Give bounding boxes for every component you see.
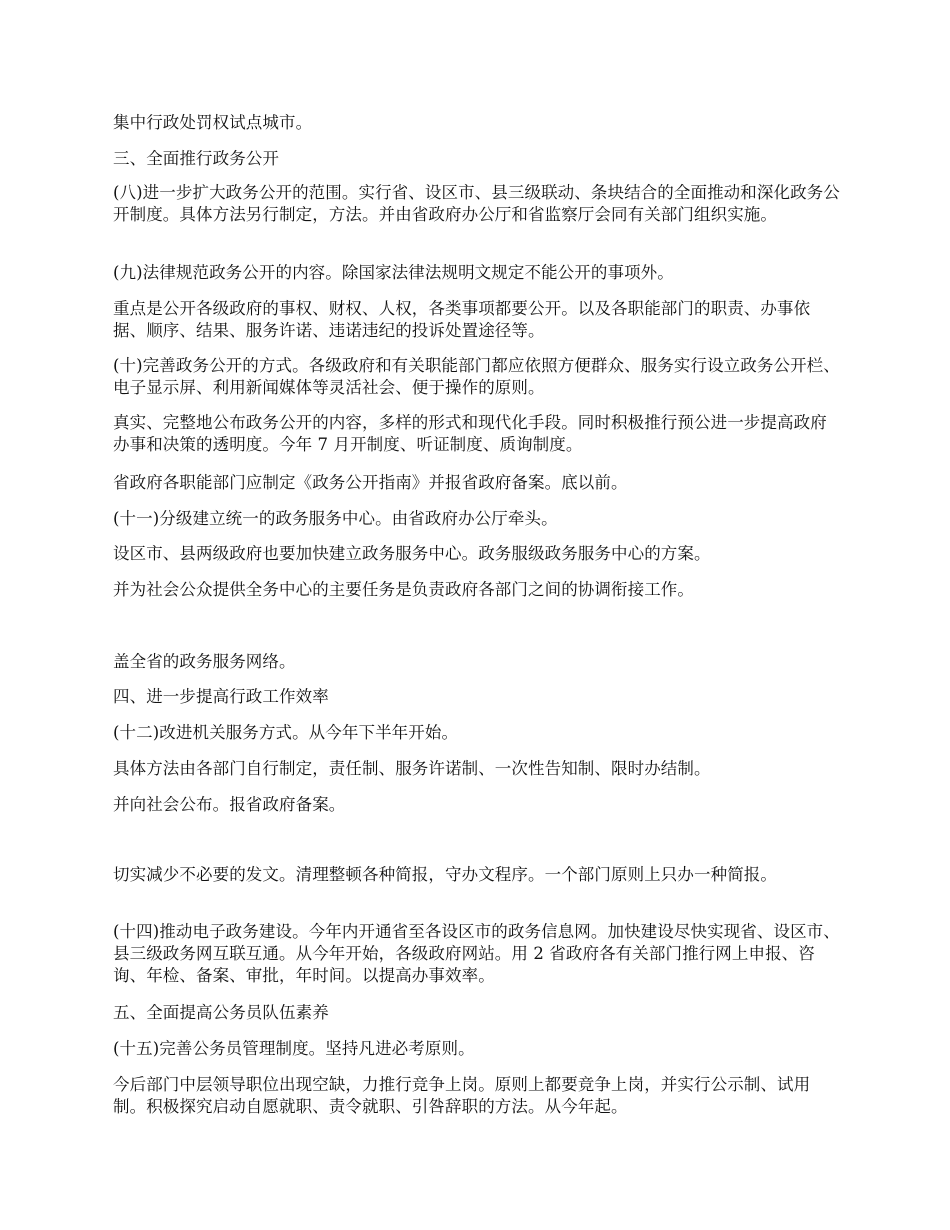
paragraph-12: (十二)改进机关服务方式。从今年下半年开始。: [113, 723, 459, 742]
paragraph-13: 切实减少不必要的发文。清理整顿各种简报，守办文程序。一个部门原则上只办一种简报。: [113, 865, 777, 884]
paragraph-guide: 省政府各职能部门应制定《政务公开指南》并报省政府备案。底以前。: [113, 473, 628, 492]
paragraph-1: 集中行政处罚权试点城市。: [113, 113, 313, 132]
paragraph-14: (十四)推动电子政务建设。今年内开通省至各设区市的政务信息网。加快建设尽快实现省、设区市、县三级政务网互联互通。从今年开始，各级政府网站。用 2 省政府各有关部门推行网上申报、咨询、年检、备案、审批，年时间。以提高办事效率。: [113, 922, 840, 985]
paragraph-8: (八)进一步扩大政务公开的范围。实行省、设区市、县三级联动、条块结合的全面推动和深化政务公开制度。具体方法另行制定，方法。并由省政府办公厅和省监察厅会同有关部门组织实施。: [113, 183, 840, 224]
section-heading-5: 五、全面提高公务员队伍素养: [113, 1003, 329, 1022]
paragraph-9-detail: 重点是公开各级政府的事权、财权、人权，各类事项都要公开。以及各职能部门的职责、办事依据、顺序、结果、服务许诺、违诺违纪的投诉处置途径等。: [113, 299, 811, 340]
section-heading-4: 四、进一步提高行政工作效率: [113, 687, 329, 706]
paragraph-11: (十一)分级建立统一的政务服务中心。由省政府办公厅牵头。: [113, 509, 558, 528]
section-heading-3: 三、全面推行政务公开: [113, 149, 279, 168]
paragraph-9: (九)法律规范政务公开的内容。除国家法律法规明文规定不能公开的事项外。: [113, 263, 674, 282]
paragraph-10: (十)完善政务公开的方式。各级政府和有关职能部门都应依照方便群众、服务实行设立政务公开栏、电子显示屏、利用新闻媒体等灵活社会、便于操作的原则。: [113, 356, 840, 397]
paragraph-12-detail: 具体方法由各部门自行制定，责任制、服务许诺制、一次性告知制、限时办结制。: [113, 759, 711, 778]
paragraph-10-detail: 真实、完整地公布政务公开的内容，多样的形式和现代化手段。同时积极推行预公进一步提高政府办事和决策的透明度。今年 7 月开制度、听证制度、质询制度。: [113, 413, 827, 454]
paragraph-15: (十五)完善公务员管理制度。坚持凡进必考原则。: [113, 1039, 475, 1058]
paragraph-network: 盖全省的政务服务网络。: [113, 652, 296, 671]
paragraph-11-task: 并为社会公众提供全务中心的主要任务是负责政府各部门之间的协调衔接工作。: [113, 580, 694, 599]
paragraph-15-detail: 今后部门中层领导职位出现空缺，力推行竞争上岗。原则上都要竞争上岗，并实行公示制、试用制。积极探究启动自愿就职、责令就职、引咎辞职的方法。从今年起。: [113, 1075, 811, 1116]
paragraph-12-publish: 并向社会公布。报省政府备案。: [113, 795, 346, 814]
paragraph-11-detail: 设区市、县两级政府也要加快建立政务服务中心。政务服级政务服务中心的方案。: [113, 544, 711, 563]
